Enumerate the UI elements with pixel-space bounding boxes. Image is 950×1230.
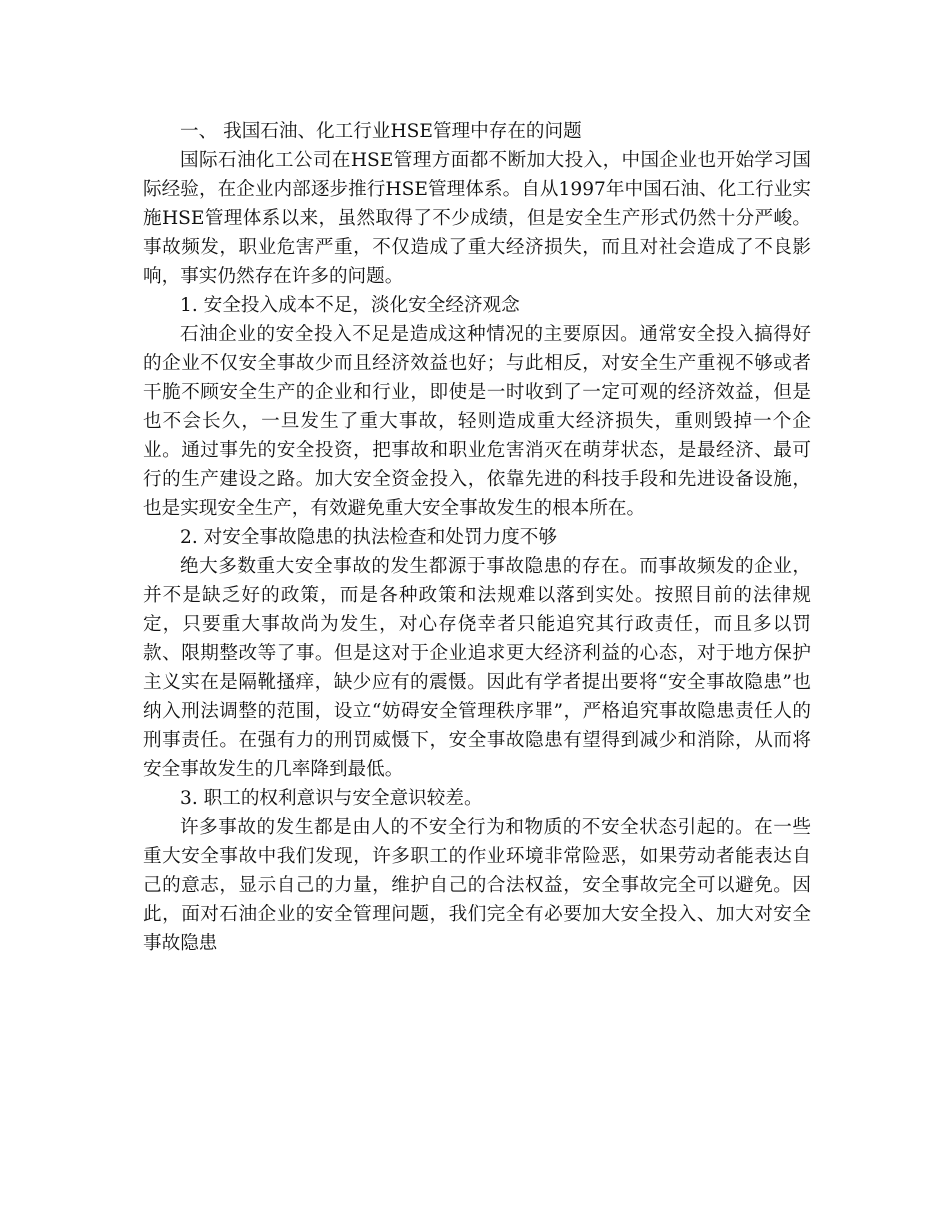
item-3-paragraph: 许多事故的发生都是由人的不安全行为和物质的不安全状态引起的。在一些重大安全事故中我们发现，许多职工的作业环境非常险恶，如果劳动者能表达自己的意志，显示自己的力量，维护自己的合法权益，安全事故完全可以避免。因此，面对石油企业的安全管理问题，我们完全有必要加大安全投入、加大对安全事故隐患	[143, 817, 811, 954]
document-body	[143, 117, 811, 958]
intro-paragraph: 国际石油化工公司在HSE管理方面都不断加大投入，中国企业也开始学习国际经验，在企业内部逐步推行HSE管理体系。自从1997年中国石油、化工行业实施HSE管理体系以来，虽然取得了不少成绩，但是安全生产形式仍然十分严峻。事故频发，职业危害严重，不仅造成了重大经济损失，而且对社会造成了不良影响，事实仍然存在许多的问题。	[143, 150, 811, 287]
item-2-paragraph: 绝大多数重大安全事故的发生都源于事故隐患的存在。而事故频发的企业，并不是缺乏好的政策，而是各种政策和法规难以落到实处。按照目前的法律规定，只要重大事故尚为发生，对心存侥幸者只能追究其行政责任，而且多以罚款、限期整改等了事。但是这对于企业追求更大经济利益的心态，对于地方保护主义实在是隔靴搔痒，缺少应有的震慑。因此有学者提出要将“安全事故隐患”也纳入刑法调整的范围，设立“妨碍安全管理秩序罪”，严格追究事故隐患责任人的刑事责任。在强有力的刑罚威慑下，安全事故隐患有望得到减少和消除，从而将安全事故发生的几率降到最低。	[143, 556, 811, 780]
section-title: 一、 我国石油、化工行业HSE管理中存在的问题	[180, 121, 582, 142]
item-2-heading: 2. 对安全事故隐患的执法检查和处罚力度不够	[180, 527, 557, 548]
item-1-paragraph: 石油企业的安全投入不足是造成这种情况的主要原因。通常安全投入搞得好的企业不仅安全事故少而且经济效益也好；与此相反，对安全生产重视不够或者干脆不顾安全生产的企业和行业，即使是一时收到了一定可观的经济效益，但是也不会长久，一旦发生了重大事故，轻则造成重大经济损失，重则毁掉一个企业。通过事先的安全投资，把事故和职业危害消灭在萌芽状态，是最经济、最可行的生产建设之路。加大安全资金投入，依靠先进的科技手段和先进设备设施，也是实现安全生产，有效避免重大安全事故发生的根本所在。	[143, 324, 811, 519]
item-1-heading: 1. 安全投入成本不足，淡化安全经济观念	[180, 295, 520, 316]
item-3-heading: 3. 职工的权利意识与安全意识较差。	[180, 788, 483, 809]
